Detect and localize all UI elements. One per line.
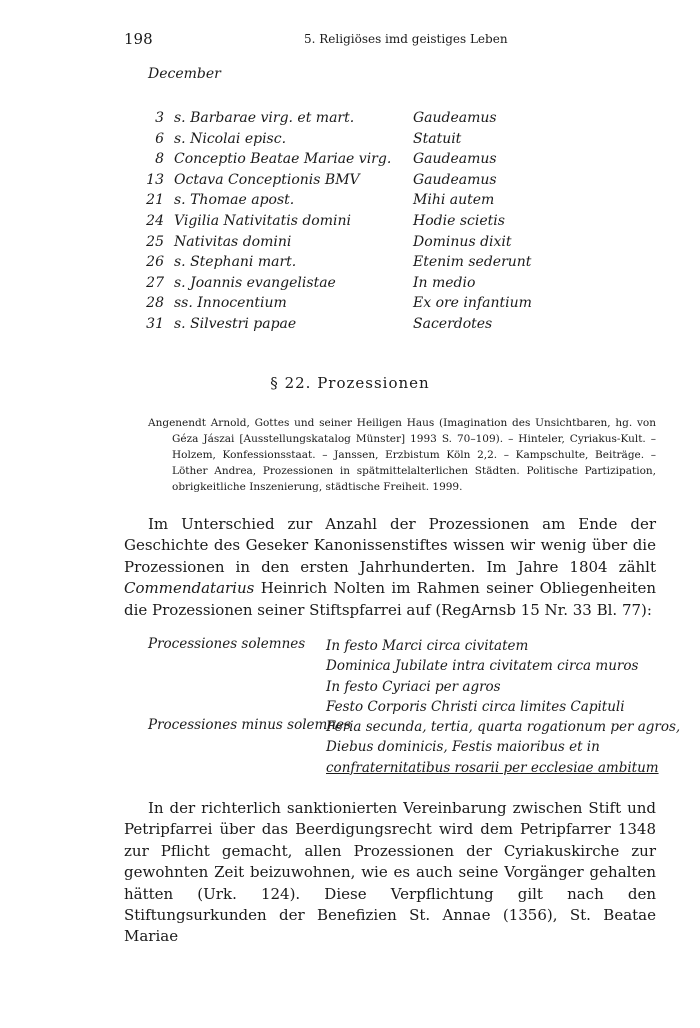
feast-name: s. Thomae apost. <box>174 192 295 209</box>
feast-introit: Gaudeamus <box>413 151 497 168</box>
feast-name: Conceptio Beatae Mariae virg. <box>174 151 392 168</box>
paragraph-1 <box>124 514 656 621</box>
feast-day: 8 <box>155 151 164 168</box>
feast-name: Vigilia Nativitatis domini <box>174 212 351 229</box>
paragraph-2: In der richterlich sanktionierten Vereinbarung zwischen Stift und Petripfarrei über das Beerdigungsrecht wird dem Petripfarrer 1348 zur Pflicht gemacht, allen Prozessionen der Cyriakuskirche zur gewohnten Zeit beizuwohnen, wie es auch seine Vorgänger gehalten hätten (Urk. 124). Diese Verpflichtung gilt nach den Stiftungsurkunden der Benefizien St. Annae (1356), St. Beatae Mariae <box>124 799 656 946</box>
feast-introit: Sacerdotes <box>413 315 493 332</box>
procession-group <box>148 717 681 778</box>
procession-line: In festo Marci circa civitatem <box>326 638 529 654</box>
feast-day: 6 <box>155 130 164 147</box>
feast-name: ss. Innocentium <box>174 295 287 312</box>
feast-day: 13 <box>146 171 164 188</box>
feast-day: 3 <box>155 110 164 126</box>
page-number: 198 <box>124 30 153 48</box>
feast-day: 25 <box>146 233 164 250</box>
feast-row <box>140 211 560 232</box>
procession-label: Processiones minus solemnes <box>148 717 351 734</box>
feast-introit: Etenim sederunt <box>413 254 532 271</box>
procession-group <box>148 636 668 717</box>
feast-row <box>140 232 560 253</box>
feast-row <box>140 314 560 335</box>
page-header <box>124 30 656 52</box>
feast-row <box>140 190 560 211</box>
feast-name: s. Nicolai episc. <box>174 130 287 147</box>
procession-line: Feria secunda, tertia, quarta rogationum per agros, <box>326 719 681 736</box>
feast-introit: Statuit <box>413 130 462 147</box>
procession-table <box>148 636 681 778</box>
feast-name: s. Joannis evangelistae <box>174 274 336 291</box>
feast-row <box>140 273 560 294</box>
feast-table <box>140 108 560 335</box>
feast-name: s. Stephani mart. <box>174 254 297 271</box>
feast-introit: In medio <box>413 274 476 291</box>
feast-day: 21 <box>146 192 164 209</box>
feast-introit: Dominus dixit <box>413 233 512 250</box>
feast-row <box>140 108 560 129</box>
procession-line: In festo Cyriaci per agros <box>326 678 501 695</box>
feast-row <box>140 149 560 170</box>
procession-line: Festo Corporis Christi circa limites Capituli <box>326 698 625 715</box>
procession-label: Processiones solemnes <box>148 636 306 652</box>
feast-day: 27 <box>146 274 164 291</box>
procession-line: confraternitatibus rosarii per ecclesiae ambitum <box>326 759 659 776</box>
feast-day: 31 <box>146 315 164 332</box>
feast-introit: Hodie scietis <box>413 212 505 229</box>
feast-name: s. Barbarae virg. et mart. <box>174 110 355 126</box>
running-head: 5. Religiöses imd geistiges Leben <box>304 32 508 46</box>
feast-row <box>140 170 560 191</box>
procession-lines <box>326 636 668 717</box>
feast-introit: Mihi autem <box>413 192 495 209</box>
feast-introit: Ex ore infantium <box>413 295 532 312</box>
feast-day: 28 <box>146 295 164 312</box>
feast-introit: Gaudeamus <box>413 171 497 188</box>
procession-lines <box>326 717 681 778</box>
paragraph-1-after: Heinrich Nolten im Rahmen seiner Obliegenheiten die Prozessionen seiner Stiftspfarrei auf (RegArnsb 15 Nr. 33 Bl. 77): <box>124 579 656 619</box>
procession-line: Dominica Jubilate intra civitatem circa muros <box>326 658 639 675</box>
feast-name: s. Silvestri papae <box>174 315 297 332</box>
feast-row <box>140 129 560 150</box>
feast-introit: Gaudeamus <box>413 110 497 126</box>
feast-row <box>140 252 560 273</box>
feast-name: Nativitas domini <box>174 233 292 250</box>
section-title: § 22. Prozessionen <box>270 374 430 392</box>
feast-day: 24 <box>146 212 164 229</box>
month-heading: December <box>148 66 221 82</box>
feast-day: 26 <box>146 254 164 271</box>
procession-line: Diebus dominicis, Festis maioribus et in <box>326 739 600 756</box>
paragraph-1-before: Im Unterschied zur Anzahl der Prozessionen am Ende der Geschichte des Geseker Kanonissenstiftes wissen wir wenig über die Prozessionen in den ersten Jahrhunderten. Im Jahre 1804 zählt <box>124 515 656 576</box>
paragraph-1-italic: Commendatarius <box>124 579 255 598</box>
bibliography: Angenendt Arnold, Gottes und seiner Heiligen Haus (Imagination des Unsichtbaren, hg. von Géza Jászai [Ausstellungskatalog Münster] 1993 S. 70–109). – Hinteler, Cyriakus-Kult. – Holzem, Konfessionsstaat. – Janssen, Erzbistum Köln 2,2. – Kampschulte, Beiträge. – Löther Andrea, Prozessionen in spätmittelalterlichen Städten. Politische Partizipation, obrigkeitliche Inszenierung, städtische Freiheit. 1999. <box>148 417 656 493</box>
feast-name: Octava Conceptionis BMV <box>174 171 360 188</box>
feast-row <box>140 293 560 314</box>
